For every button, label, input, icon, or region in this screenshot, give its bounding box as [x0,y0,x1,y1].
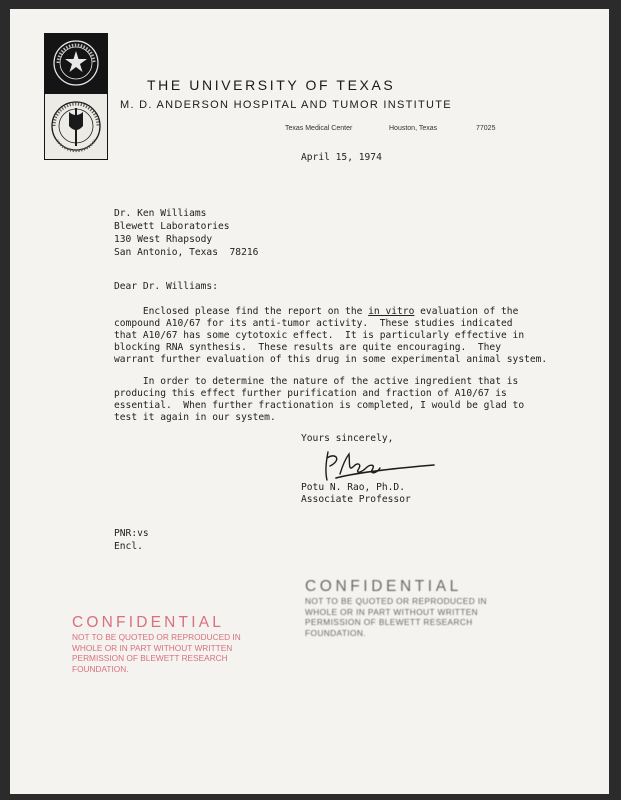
paragraph-1-line: blocking RNA synthesis. These results are quite encouraging. They [114,342,501,353]
signer-title: Associate Professor [301,494,411,505]
confidential-stamp-grey [305,578,487,638]
address-city: Houston, Texas [389,125,438,132]
closing: Yours sincerely, [301,433,394,444]
recipient-line: Blewett Laboratories [114,221,230,232]
paragraph-2-line: producing this effect further purification and fraction of A10/67 is [114,388,507,399]
university-seal-logo [44,33,108,93]
letter-date: April 15, 1974 [301,152,382,163]
recipient-line: Dr. Ken Williams [114,208,207,219]
recipient-line: 130 West Rhapsody [114,234,213,245]
handwritten-signature [318,448,443,484]
stamp-title: CONFIDENTIAL [72,614,225,631]
paragraph-1-text: Enclosed please find the report on the [114,306,369,317]
stamp-line: FOUNDATION. [305,627,366,638]
salutation: Dear Dr. Williams: [114,281,218,292]
signer-name: Potu N. Rao, Ph.D. [301,482,405,493]
stamp-line: FOUNDATION. [72,663,129,674]
paragraph-1-line: warrant further evaluation of this drug in some experimental animal system. [114,354,548,365]
institute-name: M. D. ANDERSON HOSPITAL AND TUMOR INSTITUTE [120,99,452,111]
confidential-stamp-red [72,614,241,674]
hospital-seal-logo [44,93,108,160]
paragraph-1-text: evaluation of the [414,306,519,317]
in-vitro-emphasis: in vitro [368,306,415,317]
paragraph-1-line: compound A10/67 for its anti-tumor activity. These studies indicated [114,318,513,329]
stamp-title: CONFIDENTIAL [305,578,462,595]
university-name: THE UNIVERSITY OF TEXAS [147,77,396,93]
stamp-line: NOT TO BE QUOTED OR REPRODUCED IN [72,632,241,642]
paragraph-2-line: test it again in our system. [114,412,276,423]
stamp-line: WHOLE OR IN PART WITHOUT WRITTEN [305,606,479,617]
enclosure-note: Encl. [114,541,143,552]
stamp-line: NOT TO BE QUOTED OR REPRODUCED IN [305,596,487,606]
stamp-line: PERMISSION OF BLEWETT RESEARCH [72,653,228,663]
paragraph-1-line: that A10/67 has some cytotoxic effect. It is particularly effective in [114,330,525,341]
stamp-line: WHOLE OR IN PART WITHOUT WRITTEN [72,642,233,653]
stamp-line: PERMISSION OF BLEWETT RESEARCH [305,617,473,627]
paragraph-2-line: essential. When further fractionation is completed, I would be glad to [114,400,525,411]
typist-initials: PNR:vs [114,528,149,539]
paragraph-2-line: In order to determine the nature of the active ingredient that is [114,376,519,387]
recipient-line: San Antonio, Texas 78216 [114,247,259,258]
address-zip: 77025 [476,125,496,132]
address-center: Texas Medical Center [285,125,353,132]
paragraph-1-line [114,306,518,318]
